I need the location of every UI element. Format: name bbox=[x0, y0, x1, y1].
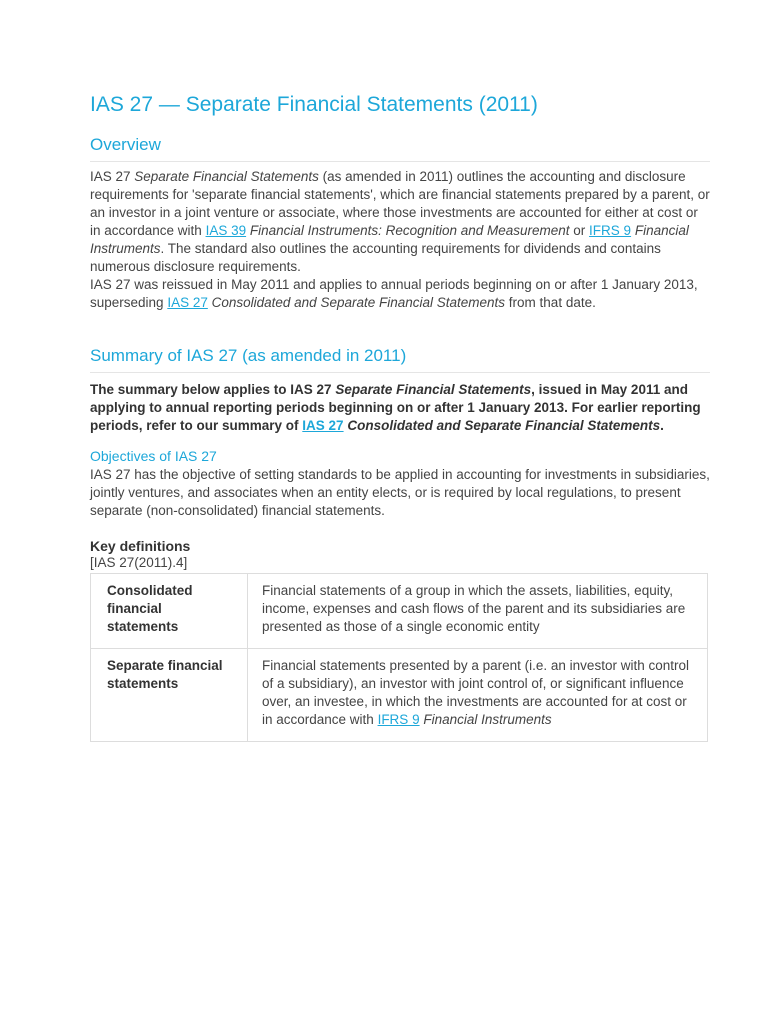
text-run: The summary below applies to IAS 27 bbox=[90, 382, 336, 397]
definitions-heading: Key definitions bbox=[90, 538, 191, 554]
text-run: Financial statements presented by a parent (i.e. an investor with control of a subsidiary), an investor with joint control of, or significant influence over, an investee, in which the investments are accounted for at cost or in accordance with bbox=[262, 658, 689, 727]
definitions-table bbox=[90, 573, 708, 742]
text-run: IAS 27 bbox=[90, 169, 135, 184]
article bbox=[90, 88, 710, 742]
definitions-reference: [IAS 27(2011).4] bbox=[90, 555, 188, 570]
link-ifrs-9[interactable]: IFRS 9 bbox=[589, 223, 632, 238]
text-run: or bbox=[569, 223, 590, 238]
objectives-text: IAS 27 has the objective of setting standards to be applied in accounting for investments in subsidiaries, jointly ventures, and associates when an entity elects, or is required by local regulations, to present separate (non-consolidated) financial statements. bbox=[90, 467, 710, 518]
text-run: , issued in May 2011 and applying to annual reporting periods beginning on or after 1 January 2013. For earlier reporting periods, refer to our summary of bbox=[90, 382, 701, 433]
standard-title: Consolidated and Separate Financial Statements bbox=[211, 295, 506, 310]
link-ias-27-summary[interactable]: IAS 27 bbox=[302, 418, 344, 433]
link-ias-39[interactable]: IAS 39 bbox=[205, 223, 247, 238]
definition-term: Consolidated financial statements bbox=[91, 574, 248, 649]
standard-title: Financial Instruments: Recognition and Measurement bbox=[249, 223, 570, 238]
text-run: (as amended in 2011) outlines the accounting and disclosure requirements for 'separate financial statements', which are financial statements prepared by a parent, or an investor in a joint venture or associate, where those investments are accounted for either at cost or in accordance with bbox=[90, 169, 710, 238]
text-run: . The standard also outlines the accounting requirements for dividends and contains numerous disclosure requirements. bbox=[90, 241, 661, 274]
definition-text bbox=[248, 649, 708, 742]
page-title: IAS 27 — Separate Financial Statements (2011) bbox=[90, 93, 538, 116]
standard-title: Separate Financial Statements bbox=[335, 382, 532, 397]
standard-title: Consolidated and Separate Financial Statements bbox=[347, 418, 661, 433]
standard-title: Financial Instruments bbox=[90, 223, 689, 256]
definition-term: Separate financial statements bbox=[91, 649, 248, 742]
definition-text: Financial statements of a group in which the assets, liabilities, equity, income, expenses and cash flows of the parent and its subsidiaries are presented as those of a single economic entity bbox=[248, 574, 708, 649]
link-ifrs-9-table[interactable]: IFRS 9 bbox=[377, 712, 420, 727]
table-row bbox=[91, 574, 708, 649]
table-row bbox=[91, 649, 708, 742]
text-run: IAS 27 was reissued in May 2011 and applies to annual periods beginning on or after 1 January 2013, superseding bbox=[90, 277, 698, 310]
link-ias-27[interactable]: IAS 27 bbox=[167, 295, 208, 310]
standard-title: Separate Financial Statements bbox=[134, 169, 319, 184]
summary-intro bbox=[90, 381, 710, 435]
overview-paragraph bbox=[90, 168, 710, 276]
overview-heading: Overview bbox=[90, 133, 710, 162]
summary-heading: Summary of IAS 27 (as amended in 2011) bbox=[90, 344, 710, 373]
objectives-heading: Objectives of IAS 27 bbox=[90, 448, 217, 464]
reissue-paragraph bbox=[90, 276, 710, 312]
text-run: . bbox=[660, 418, 664, 433]
standard-title: Financial Instruments bbox=[423, 712, 552, 727]
text-run: from that date. bbox=[505, 295, 596, 310]
